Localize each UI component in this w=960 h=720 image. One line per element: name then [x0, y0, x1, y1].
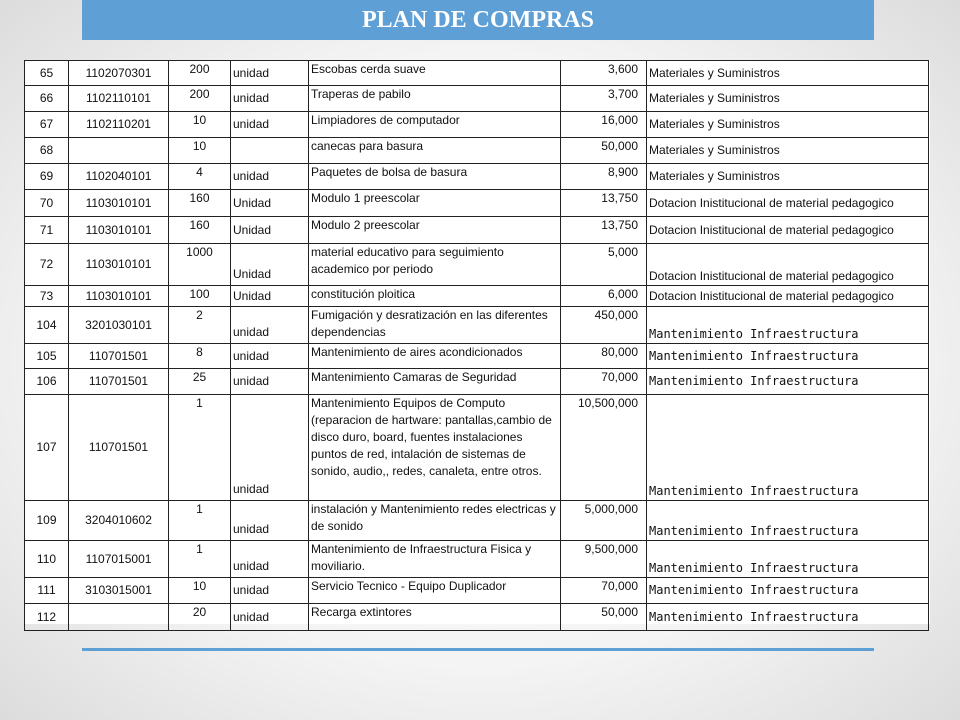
unit-price: 50,000 [561, 138, 647, 164]
category: Materiales y Suministros [647, 86, 929, 112]
table-row [25, 244, 929, 286]
item-code [69, 604, 169, 631]
unit: unidad [231, 369, 309, 395]
description: Modulo 1 preescolar [309, 190, 561, 217]
unit: unidad [231, 395, 309, 501]
item-code: 1103010101 [69, 190, 169, 217]
quantity: 25 [169, 369, 231, 395]
unit: unidad [231, 86, 309, 112]
quantity: 8 [169, 344, 231, 369]
unit-price: 70,000 [561, 578, 647, 604]
unit-price: 8,900 [561, 164, 647, 190]
description: Modulo 2 preescolar [309, 217, 561, 244]
table-row [25, 217, 929, 244]
category: Materiales y Suministros [647, 164, 929, 190]
row-number: 106 [25, 369, 69, 395]
unit-price: 80,000 [561, 344, 647, 369]
unit: unidad [231, 344, 309, 369]
description: Fumigación y desratización en las diferentes dependencias [309, 307, 561, 344]
quantity: 2 [169, 307, 231, 344]
item-code: 1102110101 [69, 86, 169, 112]
description: Escobas cerda suave [309, 61, 561, 86]
unit: Unidad [231, 244, 309, 286]
unit: unidad [231, 164, 309, 190]
row-number: 105 [25, 344, 69, 369]
unit-price: 50,000 [561, 604, 647, 631]
table-row [25, 86, 929, 112]
unit-price: 3,600 [561, 61, 647, 86]
category: Mantenimiento Infraestructura [647, 344, 929, 369]
unit: Unidad [231, 217, 309, 244]
category: Mantenimiento Infraestructura [647, 369, 929, 395]
description: canecas para basura [309, 138, 561, 164]
item-code: 1102110201 [69, 112, 169, 138]
item-code: 1103010101 [69, 244, 169, 286]
quantity: 4 [169, 164, 231, 190]
quantity: 1 [169, 395, 231, 501]
category: Mantenimiento Infraestructura [647, 604, 929, 631]
table-row [25, 369, 929, 395]
table-row [25, 307, 929, 344]
quantity: 10 [169, 138, 231, 164]
table-row [25, 501, 929, 541]
row-number: 72 [25, 244, 69, 286]
purchase-plan-table [24, 60, 929, 631]
quantity: 200 [169, 61, 231, 86]
category: Dotacion Inistitucional de material pedagogico [647, 286, 929, 307]
description: constitución ploitica [309, 286, 561, 307]
row-number: 67 [25, 112, 69, 138]
page-title: PLAN DE COMPRAS [82, 0, 874, 40]
row-number: 66 [25, 86, 69, 112]
table-row [25, 395, 929, 501]
unit: unidad [231, 604, 309, 631]
table-row [25, 604, 929, 631]
description: Traperas de pabilo [309, 86, 561, 112]
unit-price: 70,000 [561, 369, 647, 395]
unit-price: 450,000 [561, 307, 647, 344]
quantity: 10 [169, 112, 231, 138]
description: instalación y Mantenimiento redes electricas y de sonido [309, 501, 561, 541]
table-row [25, 112, 929, 138]
quantity: 10 [169, 578, 231, 604]
description: Mantenimiento Camaras de Seguridad [309, 369, 561, 395]
category: Mantenimiento Infraestructura [647, 307, 929, 344]
unit: unidad [231, 541, 309, 578]
category: Dotacion Inistitucional de material pedagogico [647, 244, 929, 286]
table-row [25, 61, 929, 86]
description: Mantenimiento Equipos de Computo (reparacion de hartware: pantallas,cambio de disco duro, board, fuentes instalaciones puntos de red, intalación de sistemas de sonido, audio,, redes, canaleta, entre otros. [309, 395, 561, 501]
description: material educativo para seguimiento academico por periodo [309, 244, 561, 286]
description: Mantenimiento de Infraestructura Fisica y moviliario. [309, 541, 561, 578]
item-code: 3201030101 [69, 307, 169, 344]
table-row [25, 138, 929, 164]
description: Mantenimiento de aires acondicionados [309, 344, 561, 369]
quantity: 20 [169, 604, 231, 631]
category: Mantenimiento Infraestructura [647, 578, 929, 604]
table-body [25, 61, 929, 631]
unit [231, 138, 309, 164]
category: Materiales y Suministros [647, 61, 929, 86]
quantity: 1 [169, 541, 231, 578]
unit: Unidad [231, 190, 309, 217]
item-code: 110701501 [69, 395, 169, 501]
category: Mantenimiento Infraestructura [647, 541, 929, 578]
table-row [25, 578, 929, 604]
unit: unidad [231, 112, 309, 138]
unit-price: 5,000 [561, 244, 647, 286]
item-code: 1103010101 [69, 217, 169, 244]
unit-price: 3,700 [561, 86, 647, 112]
row-number: 70 [25, 190, 69, 217]
table-row [25, 541, 929, 578]
unit: unidad [231, 307, 309, 344]
row-number: 111 [25, 578, 69, 604]
table-row [25, 286, 929, 307]
row-number: 69 [25, 164, 69, 190]
quantity: 160 [169, 190, 231, 217]
item-code: 3103015001 [69, 578, 169, 604]
purchase-plan-sheet [24, 60, 930, 624]
category: Materiales y Suministros [647, 138, 929, 164]
unit-price: 9,500,000 [561, 541, 647, 578]
category: Mantenimiento Infraestructura [647, 501, 929, 541]
row-number: 112 [25, 604, 69, 631]
item-code: 1102070301 [69, 61, 169, 86]
unit: unidad [231, 578, 309, 604]
row-number: 107 [25, 395, 69, 501]
quantity: 1 [169, 501, 231, 541]
item-code: 110701501 [69, 369, 169, 395]
table-row [25, 164, 929, 190]
row-number: 71 [25, 217, 69, 244]
unit-price: 10,500,000 [561, 395, 647, 501]
quantity: 100 [169, 286, 231, 307]
item-code: 110701501 [69, 344, 169, 369]
category: Mantenimiento Infraestructura [647, 395, 929, 501]
unit-price: 16,000 [561, 112, 647, 138]
table-row [25, 344, 929, 369]
unit: unidad [231, 501, 309, 541]
item-code [69, 138, 169, 164]
row-number: 110 [25, 541, 69, 578]
row-number: 73 [25, 286, 69, 307]
quantity: 200 [169, 86, 231, 112]
row-number: 104 [25, 307, 69, 344]
item-code: 1102040101 [69, 164, 169, 190]
description: Recarga extintores [309, 604, 561, 631]
item-code: 3204010602 [69, 501, 169, 541]
description: Paquetes de bolsa de basura [309, 164, 561, 190]
row-number: 65 [25, 61, 69, 86]
unit: Unidad [231, 286, 309, 307]
item-code: 1103010101 [69, 286, 169, 307]
category: Dotacion Inistitucional de material pedagogico [647, 217, 929, 244]
row-number: 109 [25, 501, 69, 541]
category: Dotacion Inistitucional de material pedagogico [647, 190, 929, 217]
description: Limpiadores de computador [309, 112, 561, 138]
category: Materiales y Suministros [647, 112, 929, 138]
row-number: 68 [25, 138, 69, 164]
unit-price: 13,750 [561, 190, 647, 217]
item-code: 1107015001 [69, 541, 169, 578]
quantity: 1000 [169, 244, 231, 286]
unit: unidad [231, 61, 309, 86]
table-row [25, 190, 929, 217]
unit-price: 13,750 [561, 217, 647, 244]
description: Servicio Tecnico - Equipo Duplicador [309, 578, 561, 604]
unit-price: 6,000 [561, 286, 647, 307]
footer-divider [82, 648, 874, 651]
quantity: 160 [169, 217, 231, 244]
unit-price: 5,000,000 [561, 501, 647, 541]
